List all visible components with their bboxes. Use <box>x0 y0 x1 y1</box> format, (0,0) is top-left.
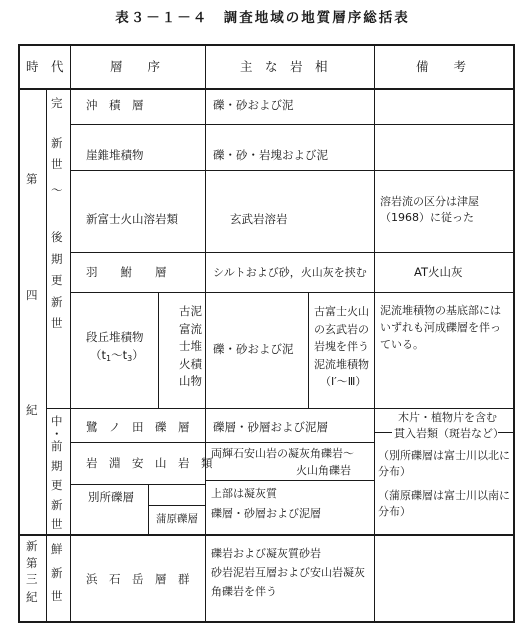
remarks-hanegi: AT火山灰 <box>414 265 463 279</box>
mudflow-line: 火積 <box>179 356 202 371</box>
lithology-mudflow <box>314 303 369 391</box>
table-bottom-border <box>18 621 515 623</box>
era-char: 紀 <box>26 589 38 604</box>
row-line-7 <box>70 484 205 485</box>
era-char: 紀 <box>26 403 38 417</box>
epoch-char: 後 <box>51 230 63 244</box>
intrusive-line <box>374 432 392 433</box>
epoch-char: 新 <box>51 294 63 309</box>
mudflow-line: 士堆 <box>179 339 202 353</box>
old-fuji-mudflow-label <box>166 303 202 391</box>
mudflow-line: 古泥 <box>179 304 202 318</box>
mudflow-lith-line: 岩塊を伴う <box>314 340 369 353</box>
divider-era-sub <box>46 88 47 623</box>
epoch-char: 中 <box>51 414 63 428</box>
divider-sequence <box>205 44 206 623</box>
epoch-char: 更 <box>51 478 63 492</box>
table-left-border <box>18 44 20 623</box>
sequence-washinota: 鷺 ノ 田 礫 層 <box>86 420 190 434</box>
era-char: 第 <box>26 555 38 570</box>
row-line-6 <box>70 442 374 443</box>
era-char: 四 <box>26 287 38 302</box>
hamaishidake-line: 角礫岩を伴う <box>211 585 277 598</box>
era-char: 新 <box>26 539 38 553</box>
mudflow-lith-line: 古富士火山 <box>314 305 369 318</box>
epoch-char: 鮮 <box>51 542 63 556</box>
divider-lithology <box>374 44 375 623</box>
hamaishidake-line: 砂岩泥岩互層および安山岩凝灰 <box>211 566 365 579</box>
epoch-middle-early-pleistocene <box>51 416 63 531</box>
era-char: 第 <box>26 172 38 186</box>
remarks-terrace: 泥流堆積物の基底部にはいずれも河成礫層を伴っている。 <box>380 304 501 351</box>
remarks-washinota-2: 貫入岩類（斑岩など） <box>394 427 504 440</box>
sequence-terrace-sub <box>90 350 144 363</box>
row-line-3 <box>70 252 515 253</box>
terrace-sub-open: （t <box>90 348 107 362</box>
era-neogene <box>26 541 38 603</box>
sequence-terrace: 段丘堆積物 <box>86 330 144 344</box>
lithology-alluvium: 礫・砂および泥 <box>213 98 294 112</box>
epoch-char: 新 <box>51 565 63 580</box>
header-era: 時 代 <box>26 59 64 74</box>
lithology-new-fuji: 玄武岩溶岩 <box>230 212 288 226</box>
lithology-iwabuchi-1: 両輝石安山岩の凝灰角礫岩～ <box>211 447 354 460</box>
terrace-divider <box>158 292 159 408</box>
table-top-border <box>18 44 515 46</box>
table-right-border <box>513 44 515 623</box>
header-separator <box>18 88 515 90</box>
terrace-sub-mid: ～t <box>111 348 128 362</box>
lithology-hanegi: シルトおよび砂，火山灰を挟む <box>213 266 367 279</box>
terrace-sub-1: 1 <box>106 354 112 363</box>
lithology-bessho-1: 上部は凝灰質 <box>211 487 277 500</box>
header-sequence: 層 序 <box>110 59 161 74</box>
remarks-bessho: （蒲原礫層は富士川以南に分布） <box>378 489 510 518</box>
sequence-hanegi: 羽 鮒 層 <box>86 265 167 279</box>
neogene-line <box>18 534 515 536</box>
lithology-terrace: 礫・砂および泥 <box>213 342 294 356</box>
sequence-talus: 崖錐堆積物 <box>86 148 144 162</box>
sequence-iwabuchi: 岩 淵 安 山 岩 類 <box>86 456 213 470</box>
epoch-char: 新 <box>51 135 63 150</box>
lithology-bessho-2: 礫層・砂層および泥層 <box>211 507 321 520</box>
epoch-char: 期 <box>51 251 63 266</box>
epoch-char: 世 <box>51 157 63 171</box>
header-remarks: 備 考 <box>416 59 467 74</box>
lithology-washinota: 礫層・砂層および泥層 <box>213 420 328 434</box>
mudflow-line: 山物 <box>179 374 202 388</box>
terrace-sub-close: ） <box>132 348 144 362</box>
epoch-char: 世 <box>51 517 63 531</box>
era-quaternary <box>26 174 38 417</box>
epoch-char: ・ <box>51 426 63 441</box>
lithology-iwabuchi-2: 火山角礫岩 <box>296 464 351 477</box>
row-line-1 <box>70 124 515 125</box>
row-line-7b <box>205 480 374 481</box>
terrace-sub-3: 3 <box>127 354 133 363</box>
remarks-iwabuchi: （別所礫層は富士川以北に分布） <box>378 449 510 478</box>
row-line-8 <box>148 505 205 506</box>
remarks-new-fuji: 溶岩流の区分は津屋（1968）に従った <box>380 195 479 224</box>
epoch-char: ～ <box>51 182 63 197</box>
sequence-bessho: 別所礫層 <box>88 490 134 504</box>
epoch-pliocene <box>51 544 63 603</box>
row-line-4 <box>70 292 515 293</box>
mudflow-line: 富流 <box>179 321 202 336</box>
epoch-char: 新 <box>51 497 63 512</box>
lithology-hamaishidake <box>211 544 365 601</box>
epoch-char: 世 <box>51 589 63 603</box>
row-line-2 <box>70 170 515 171</box>
remarks-washinota-1: 木片・植物片を含む <box>398 411 497 424</box>
bessho-divider <box>148 484 149 534</box>
sequence-hamaishidake: 浜 石 岳 層 群 <box>86 572 190 586</box>
epoch-char: 更 <box>51 273 63 287</box>
row-line-5 <box>46 408 515 409</box>
mudflow-lith-line: の玄武岩の <box>314 322 369 336</box>
table-title: 表３－１－４ 調査地域の地質層序総括表 <box>115 10 410 26</box>
divider-era <box>70 44 71 623</box>
header-lithology: 主 な 岩 相 <box>240 59 328 74</box>
epoch-char: 完 <box>51 96 63 110</box>
epoch-char: 期 <box>51 458 63 473</box>
sequence-kanbara: 蒲原礫層 <box>156 513 198 525</box>
epoch-char: 前 <box>51 439 63 453</box>
epoch-holocene-late-pleistocene <box>51 98 63 330</box>
era-char: 三 <box>26 572 38 586</box>
lithology-inner-divider <box>308 292 309 408</box>
epoch-char: 世 <box>51 316 63 330</box>
stratigraphy-table <box>18 44 515 624</box>
mudflow-lith-line: （Ⅰ′～Ⅲ） <box>320 375 367 388</box>
mudflow-lith-line: 泥流堆積物 <box>314 357 369 371</box>
lithology-talus: 礫・砂・岩塊および泥 <box>213 148 328 162</box>
sequence-alluvium: 沖 積 層 <box>86 98 144 112</box>
sequence-new-fuji: 新富士火山溶岩類 <box>86 212 178 226</box>
hamaishidake-line: 礫岩および凝灰質砂岩 <box>211 547 321 560</box>
